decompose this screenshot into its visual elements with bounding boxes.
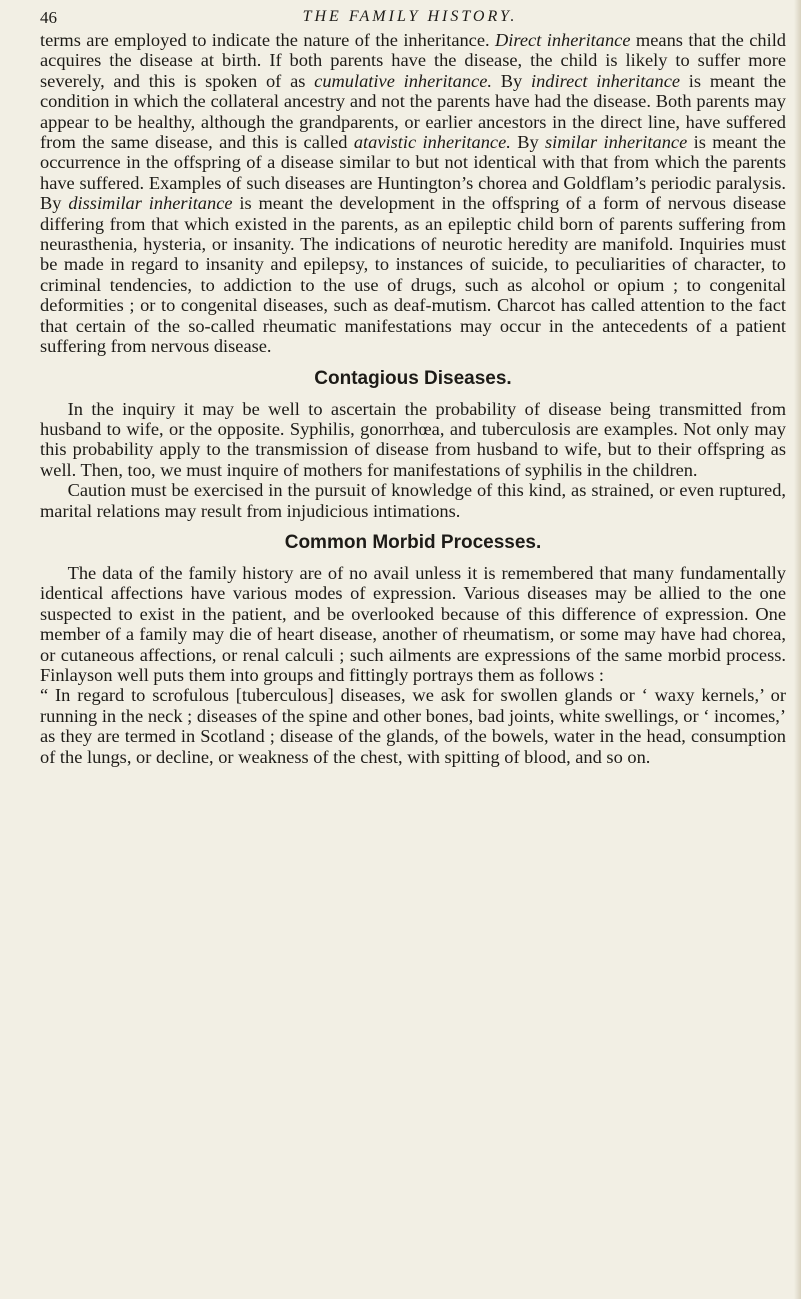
term-similar-inheritance: similar inheritance [545, 132, 688, 153]
heading-contagious-diseases: Contagious Diseases. [314, 367, 512, 389]
term-atavistic-inheritance: atavistic inheritance. [353, 132, 511, 153]
paragraph-quote-finlayson: “ In regard to scrofulous [tuberculous] diseases, we ask for swollen glands or ‘ waxy kernels,’ or running in the neck ; diseases of the spine and other bones, bad joints, white swellings, or ‘ incomes,’ as they are termed in Scotland ; disease of the glands, of the bowels, water in the head, consumption of the lungs, or decline, or weakness of the chest, with spitting of blood, and so on. [40, 685, 786, 767]
text-run: terms are employed to indicate the nature of the inheritance. [40, 30, 496, 50]
term-dissimilar-inheritance: dissimilar inheritance [68, 193, 233, 214]
page-edge-shadow [794, 0, 801, 1299]
paragraph-morbid-1: The data of the family history are of no avail unless it is remembered that many fundamentally identical affections have various modes of expression. Various diseases may be allied to the one suspected to exist in the patient, and be overlooked because of this difference of expression. One member of a family may die of heart disease, another of rheumatism, or some may have had chorea, or cutaneous affections, or renal calculi ; such ailments are expressions of the same morbid process. Finlayson well puts them into groups and fittingly portrays them as follows : [40, 562, 786, 685]
heading-common-morbid-processes: Common Morbid Processes. [284, 531, 542, 553]
text-run: means that the child acquires the disease at birth. If both parents have the disease, the child is likely to suffer more severely, and this is spoken of as [40, 30, 786, 91]
running-head-title: THE FAMILY HISTORY. [302, 8, 518, 25]
text-run: By [491, 70, 531, 91]
page-number: 46 [40, 8, 57, 27]
paragraph-contagious-1: In the inquiry it may be well to ascertain the probability of disease being transmitted from husband to wife, or the opposite. Syphilis, gonorrhœa, and tuberculosis are examples. Not only may this probability apply to the transmission of disease from husband to wife, but to their offspring as well. Then, too, we must inquire of mothers for manifestations of syphilis in the children. [40, 398, 786, 480]
paragraph-contagious-2: Caution must be exercised in the pursuit of knowledge of this kind, as strained, or even ruptured, marital relations may result from injudicious intimations. [40, 480, 786, 521]
text-run: is meant the development in the offspring of a form of nervous disease differing from that which existed in the parents, as an epileptic child born of parents suffering from neurasthenia, hysteria, or insanity. The indications of neurotic heredity are manifold. Inquiries must be made in regard to insanity and epilepsy, to instances of suicide, to peculiarities of character, to criminal tendencies, to addiction to the use of drugs, such as alcohol or opium ; to congenital deformities ; or to congenital diseases, such as deaf-mutism. Charcot has called attention to the fact that certain of the so-called rheumatic manifestations may occur in the antecedents of a patient suffering from nervous disease. [40, 193, 787, 357]
term-direct-inheritance: Direct inheritance [495, 30, 631, 50]
term-cumulative-inheritance: cumulative inheritance. [314, 70, 492, 91]
paragraph-inheritance-types [40, 30, 786, 357]
term-indirect-inheritance: indirect inheritance [530, 70, 681, 91]
running-head [40, 8, 780, 30]
text-run: is meant the occurrence in the offspring of a disease similar to but not identical with that from which the parents have suffered. Examples of such diseases are Huntington’s chorea and Goldflam’s periodic paralysis. By [40, 132, 786, 214]
text-run: By [510, 132, 546, 153]
body-text [40, 30, 786, 767]
text-run: is meant the condition in which the collateral ancestry and not the parents have had the disease. Both parents may appear to be healthy, although the grandparents, or earlier ancestors in the direct line, have suffered from the same disease, and this is called [40, 70, 786, 153]
